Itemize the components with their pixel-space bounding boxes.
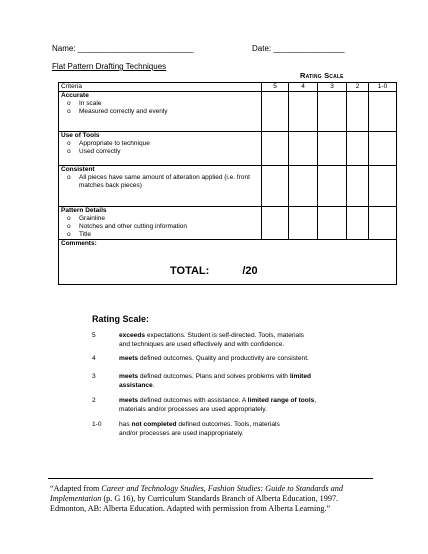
criteria-title: Pattern Details (61, 207, 107, 214)
rubric-header-row (59, 83, 397, 92)
score-header-4: 4 (289, 83, 318, 92)
rubric-table (58, 82, 397, 285)
rating-description: meets defined outcomes with assistance. A limited range of tools, materials and/or processes are used appropriately. (119, 397, 317, 413)
score-cell[interactable] (347, 166, 369, 207)
criteria-item: o All pieces have same amount of alteration applied (i.e. front (67, 174, 250, 181)
score-header-5: 5 (262, 83, 289, 92)
score-header-1-0: 1-0 (369, 83, 397, 92)
score-cell[interactable] (347, 132, 369, 166)
comments-cell[interactable] (59, 240, 397, 285)
criteria-title: Accurate (61, 92, 89, 99)
score-cell[interactable] (262, 92, 289, 132)
rating-number: 1-0 (92, 421, 102, 428)
score-cell[interactable] (289, 92, 318, 132)
score-cell[interactable] (369, 207, 397, 240)
total-line (170, 265, 258, 277)
score-cell[interactable] (262, 207, 289, 240)
date-label: Date: (252, 44, 272, 53)
score-cell[interactable] (369, 92, 397, 132)
score-header-3: 3 (318, 83, 347, 92)
rating-description: has not completed defined outcomes. Tools, materials and/or processes are used inappropriately. (119, 421, 280, 437)
criteria-item: o Measured correctly and evenly (67, 108, 168, 115)
criteria-row-accurate (59, 92, 397, 132)
score-header-2: 2 (347, 83, 369, 92)
criteria-cell (59, 166, 262, 207)
criteria-item: o Title (67, 231, 92, 238)
score-cell[interactable] (289, 132, 318, 166)
criteria-item: o Used correctly (67, 148, 121, 155)
total-score: /20 (242, 265, 258, 277)
rating-description: meets defined outcomes. Quality and productivity are consistent. (119, 355, 309, 362)
rating-scale-heading: Rating Scale (300, 71, 344, 80)
criteria-cell (59, 132, 262, 166)
name-field (52, 44, 193, 53)
date-line: ________________ (273, 44, 345, 53)
footnote-rule (48, 478, 373, 479)
rating-description: meets defined outcomes. Plans and solves problems with limited assistance. (119, 373, 312, 389)
criteria-item: o Appropriate to technique (67, 140, 150, 147)
criteria-title: Use of Tools (61, 132, 100, 139)
criteria-title: Consistent (61, 166, 95, 173)
comments-row (59, 240, 397, 285)
score-cell[interactable] (289, 207, 318, 240)
name-label: Name: (52, 44, 76, 53)
rating-number: 3 (92, 373, 96, 380)
criteria-row-tools (59, 132, 397, 166)
rating-number: 2 (92, 397, 96, 404)
rating-number: 4 (92, 355, 96, 362)
score-cell[interactable] (318, 92, 347, 132)
score-cell[interactable] (369, 166, 397, 207)
criteria-item: o In scale (67, 100, 102, 107)
name-line: __________________________ (77, 44, 194, 53)
citation: “Adapted from Career and Technology Studies, Fashion Studies: Guide to Standards and Implementation (p. G 16), by Curriculum Standards Branch of Alberta Education, 1997. Edmonton, AB: Alberta Education. Adapted with permission from Alberta Learning.” (50, 484, 343, 513)
score-cell[interactable] (347, 92, 369, 132)
score-cell[interactable] (318, 132, 347, 166)
criteria-row-consistent (59, 166, 397, 207)
criteria-cell (59, 92, 262, 132)
criteria-item: o Grainline (67, 215, 106, 222)
score-cell[interactable] (369, 132, 397, 166)
score-cell[interactable] (318, 207, 347, 240)
rating-scale-title: Rating Scale: (92, 314, 150, 324)
criteria-header: Criteria (59, 83, 262, 92)
criteria-cell (59, 207, 262, 240)
criteria-item: o Notches and other cutting information (67, 223, 188, 230)
criteria-item-cont: matches back pieces) (79, 182, 142, 189)
score-cell[interactable] (262, 132, 289, 166)
rating-number: 5 (92, 332, 96, 339)
criteria-row-pattern (59, 207, 397, 240)
date-field (252, 44, 345, 53)
score-cell[interactable] (262, 166, 289, 207)
page-title: Flat Pattern Drafting Techniques (52, 62, 167, 71)
comments-label: Comments: (61, 240, 97, 247)
rating-description: exceeds expectations. Student is self-directed. Tools, materials and techniques are used effectively and with confidence. (119, 332, 304, 348)
score-cell[interactable] (318, 166, 347, 207)
score-cell[interactable] (347, 207, 369, 240)
total-label: TOTAL: (170, 265, 210, 277)
score-cell[interactable] (289, 166, 318, 207)
